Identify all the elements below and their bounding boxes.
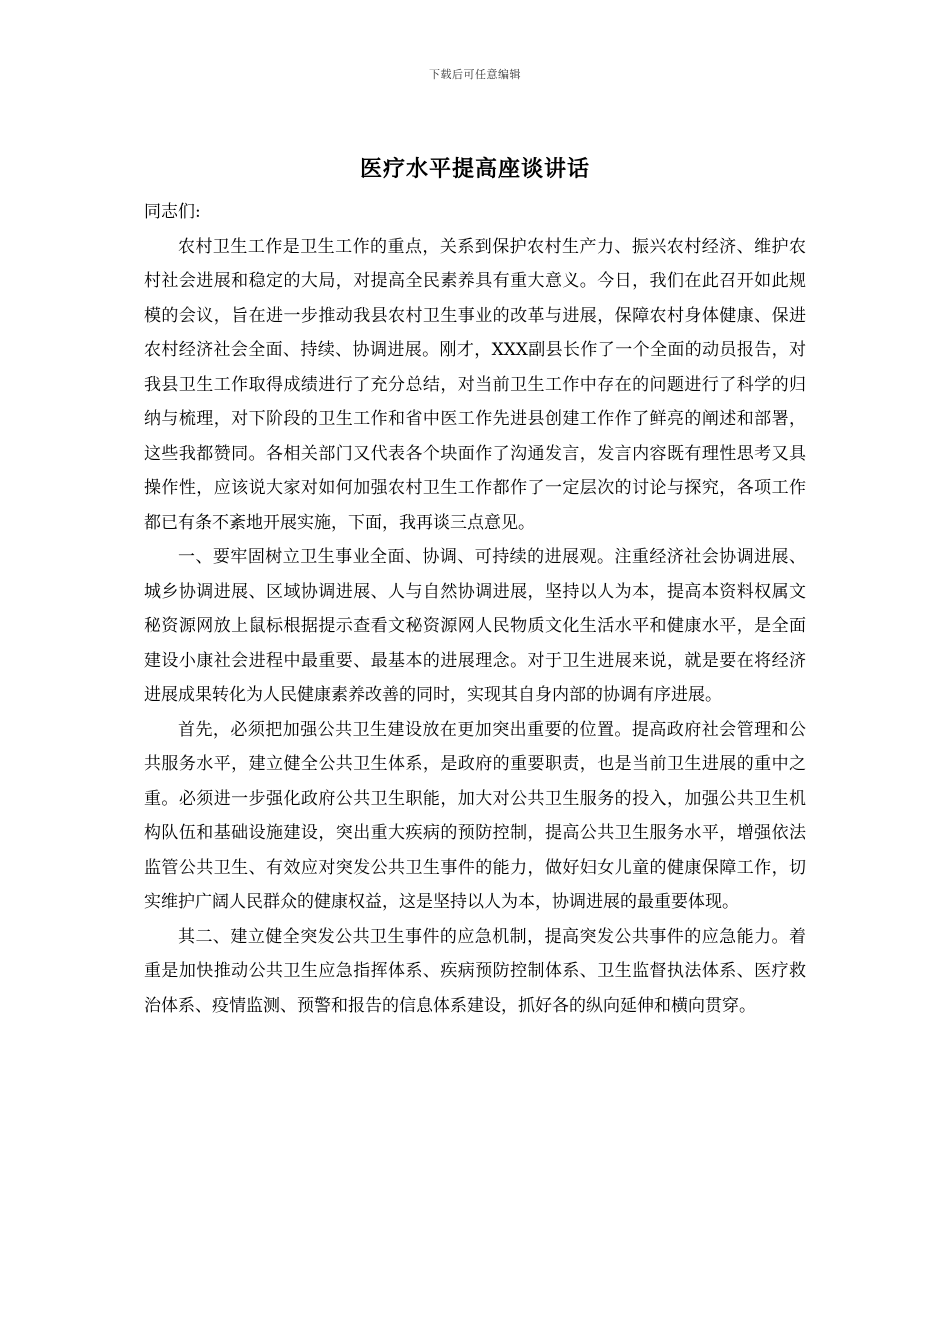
header-note: 下载后可任意编辑	[429, 68, 521, 81]
paragraph-intro: 农村卫生工作是卫生工作的重点，关系到保护农村生产力、振兴农村经济、维护农村社会进展和稳定的大局，对提高全民素养具有重大意义。今日，我们在此召开如此规模的会议，旨在进一步推动我县农村卫生事业的改革与进展，保障农村身体健康、保进农村经济社会全面、持续、协调进展。刚才，XXX副县长作了一个全面的动员报告，对我县卫生工作取得成绩进行了充分总结，对当前卫生工作中存在的问题进行了科学的归纳与梳理，对下阶段的卫生工作和省中医工作先进县创建工作作了鲜亮的阐述和部署，这些我都赞同。各相关部门又代表各个块面作了沟通发言，发言内容既有理性思考又具操作性，应该说大家对如何加强农村卫生工作都作了一定层次的讨论与探究，各项工作都已有条不紊地开展实施，下面，我再谈三点意见。	[144, 236, 806, 533]
paragraph-second: 其二、建立健全突发公共卫生事件的应急机制，提高突发公共事件的应急能力。着重是加快推动公共卫生应急指挥体系、疾病预防控制体系、卫生监督执法体系、医疗救治体系、疫情监测、预警和报告的信息体系建设，抓好各的纵向延伸和横向贯穿。	[144, 926, 806, 1016]
salutation: 同志们:	[144, 202, 201, 222]
paragraph-first: 首先，必须把加强公共卫生建设放在更加突出重要的位置。提高政府社会管理和公共服务水平，建立健全公共卫生体系，是政府的重要职责，也是当前卫生进展的重中之重。必须进一步强化政府公共卫生职能，加大对公共卫生服务的投入，加强公共卫生机构队伍和基础设施建设，突出重大疾病的预防控制，提高公共卫生服务水平，增强依法监管公共卫生、有效应对突发公共卫生事件的能力，做好妇女儿童的健康保障工作，切实维护广阔人民群众的健康权益，这是坚持以人为本，协调进展的最重要体现。	[144, 719, 806, 912]
document-title: 医疗水平提高座谈讲话	[359, 157, 590, 182]
paragraph-point-one: 一、要牢固树立卫生事业全面、协调、可持续的进展观。注重经济社会协调进展、城乡协调进展、区域协调进展、人与自然协调进展，坚持以人为本，提高本资料权属文秘资源网放上鼠标根据提示查看文秘资源网人民物质文化生活水平和健康水平，是全面建设小康社会进程中最重要、最基本的进展理念。对于卫生进展来说，就是要在将经济进展成果转化为人民健康素养改善的同时，实现其自身内部的协调有序进展。	[144, 547, 806, 705]
document-body	[144, 195, 806, 1023]
